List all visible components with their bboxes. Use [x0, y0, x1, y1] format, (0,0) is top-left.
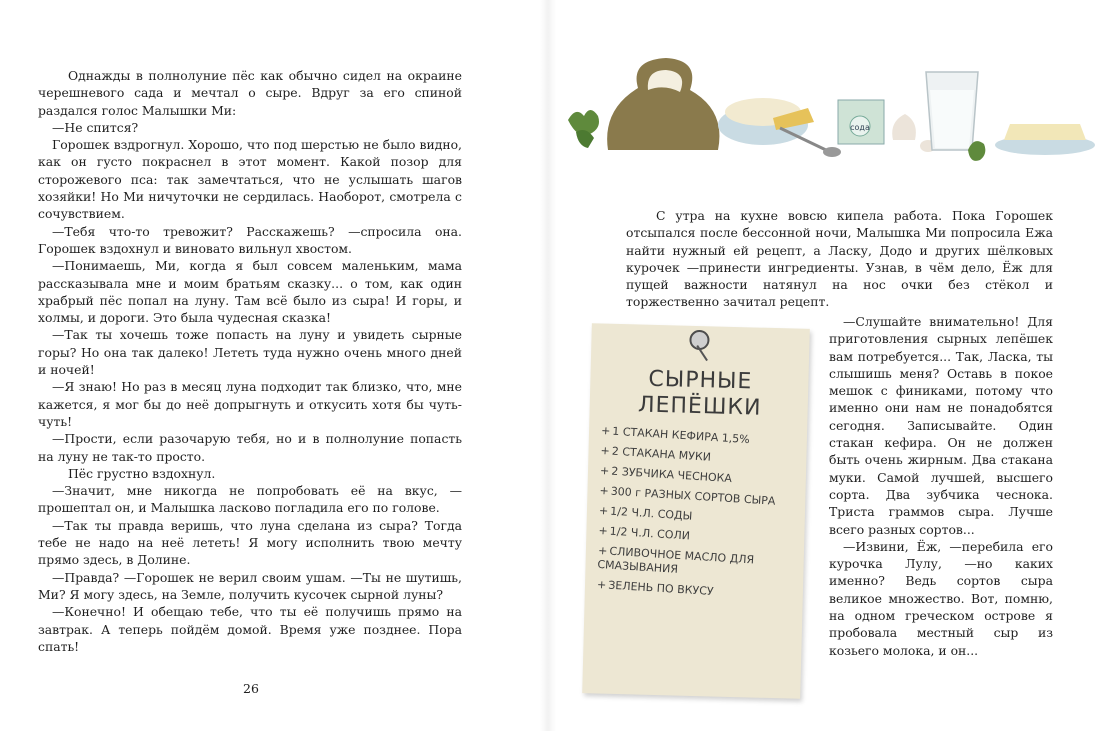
- left-page: [0, 0, 548, 731]
- paragraph: —Так ты хочешь тоже попасть на луну и увидеть сырные горы? Но она так далеко! Лететь туда нужно очень много дней и ночей!: [38, 327, 462, 378]
- soda-label: сода: [850, 123, 870, 132]
- paragraph: —Конечно! И обещаю тебе, что ты её получишь прямо на завтрак. А теперь пойдём домой. Время уже позднее. Пора спать!: [38, 604, 462, 654]
- paragraph: —Понимаешь, Ми, когда я был совсем маленьким, мама рассказывала мне и моим братьям сказку... о том, как один храбрый пёс попал на луну. Там всё было из сыра! И горы, и холмы, и дороги. Это была чудесная сказка!: [38, 258, 462, 326]
- recipe-item-text: 2 СТАКАНА МУКИ: [611, 444, 712, 464]
- recipe-note: [582, 323, 810, 699]
- recipe-title-line1: СЫРНЫЕ: [648, 366, 753, 395]
- butter-dish-icon: [995, 124, 1095, 155]
- paragraph: Пёс грустно вздохнул.: [68, 465, 216, 481]
- bullet-icon: +: [600, 444, 611, 458]
- kefir-glass-icon: [926, 72, 978, 150]
- recipe-item-text: 300 г РАЗНЫХ СОРТОВ СЫРА: [610, 484, 776, 508]
- recipe-item-text: 1/2 Ч.Л. СОДЫ: [609, 504, 693, 523]
- right-page-top-paragraph: [626, 207, 1053, 311]
- recipe-ingredient-list: [596, 424, 801, 606]
- paragraph: Горошек вздрогнул. Хорошо, что под шерстью не было видно, как он густо покраснел в этот момент. Какой позор для сторожевого пса: так замечтаться, что не услышать шагов хозяйки! Но Ми ничуточки не сердилась. Наоборот, смотрела с сочувствием.: [38, 137, 462, 222]
- right-page: [548, 0, 1097, 731]
- paragraph: —Я знаю! Но раз в месяц луна подходит так близко, что, мне кажется, я мог бы до неё допрыгнуть и откусить хотя бы чуть-чуть!: [38, 379, 462, 429]
- paragraph: Однажды в полнолуние пёс как обычно сидел на окраине черешневого сада и мечтал о сыре. Вдруг за его спиной раздался голос Малышки Ми:: [38, 68, 462, 118]
- bullet-icon: +: [599, 463, 610, 478]
- paragraph: —Не спится?: [52, 119, 139, 135]
- bullet-icon: +: [599, 483, 610, 498]
- paragraph: —Так ты правда веришь, что луна сделана из сыра? Тогда тебе не надо на неё лететь! Я могу исполнить твою мечту прямо здесь, в Долине.: [38, 517, 462, 568]
- left-page-text: [38, 67, 462, 655]
- bullet-icon: +: [598, 503, 609, 518]
- recipe-item-text: СЛИВОЧНОЕ МАСЛО ДЛЯ СМАЗЫВАНИЯ: [597, 544, 755, 576]
- paragraph: —Значит, мне никогда не попробовать её на вкус, —прошептал он, и Малышка ласково погладила его по голове.: [38, 483, 462, 516]
- paragraph: —Слушайте внимательно! Для приготовления сырных лепёшек вам потребуется... Так, Ласка, ты слышишь меня? Оставь в покое мешок с финиками, потому что именно они нам не понадобятся сегодня. Записывайте. Один стакан кефира. Он не должен быть очень жирным. Два стакана муки. Самой лучшей, высшего сорта. Два зубчика чеснока. Триста граммов сыра. Лучше всего разных сортов...: [829, 314, 1053, 537]
- paragraph: —Тебя что-то тревожит? Расскажешь? —спросила она. Горошек вздохнул и виновато вильнул хвостом.: [38, 223, 462, 256]
- recipe-item: [597, 544, 798, 584]
- paragraph: С утра на кухне вовсю кипела работа. Пока Горошек отсыпался после бессонной ночи, Малышка Ми попросила Ежа найти нужный ей рецепт, а Ласку, Додо и других шёлковых курочек —принести ингредиенты. Узнав, в чём дело, Ёж для пущей важности натянул на нос очки без стёкол и торжественно зачитал рецепт.: [626, 208, 1053, 310]
- paragraph: —Извини, Ёж, —перебила его курочка Лулу, —но каких именно? Ведь сортов сыра великое множество. Вот, помню, на одном греческом острове я пробовала местный сыр из козьего молока, и он...: [829, 538, 1053, 658]
- page-number: 26: [243, 681, 259, 696]
- recipe-title-line2: ЛЕПЁШКИ: [637, 392, 762, 421]
- kitchen-ingredients-illustration: [548, 0, 1097, 170]
- bullet-icon: +: [596, 577, 607, 592]
- recipe-item-text: 1 СТАКАН КЕФИРА 1,5%: [611, 424, 751, 447]
- paragraph: —Прости, если разочарую тебя, но и в полнолуние попасть на луну не так-то просто.: [38, 431, 462, 464]
- recipe-title: [624, 366, 775, 422]
- flour-sack-icon: [607, 58, 719, 150]
- paragraph: —Правда? —Горошек не верил своим ушам. —Ты не шутишь, Ми? Я могу здесь, на Земле, получить кусочек сырной луны?: [38, 569, 462, 602]
- recipe-item-text: 2 ЗУБЧИКА ЧЕСНОКА: [610, 464, 733, 486]
- recipe-item-text: 1/2 Ч.Л. СОЛИ: [609, 524, 691, 543]
- right-page-column-text: [829, 313, 1053, 659]
- recipe-item-text: ЗЕЛЕНЬ ПО ВКУСУ: [607, 578, 714, 599]
- soda-box-icon: [838, 100, 884, 144]
- bullet-icon: +: [597, 543, 608, 558]
- bullet-icon: +: [598, 523, 609, 538]
- herbs-left-icon: [568, 110, 599, 148]
- bullet-icon: +: [600, 424, 611, 438]
